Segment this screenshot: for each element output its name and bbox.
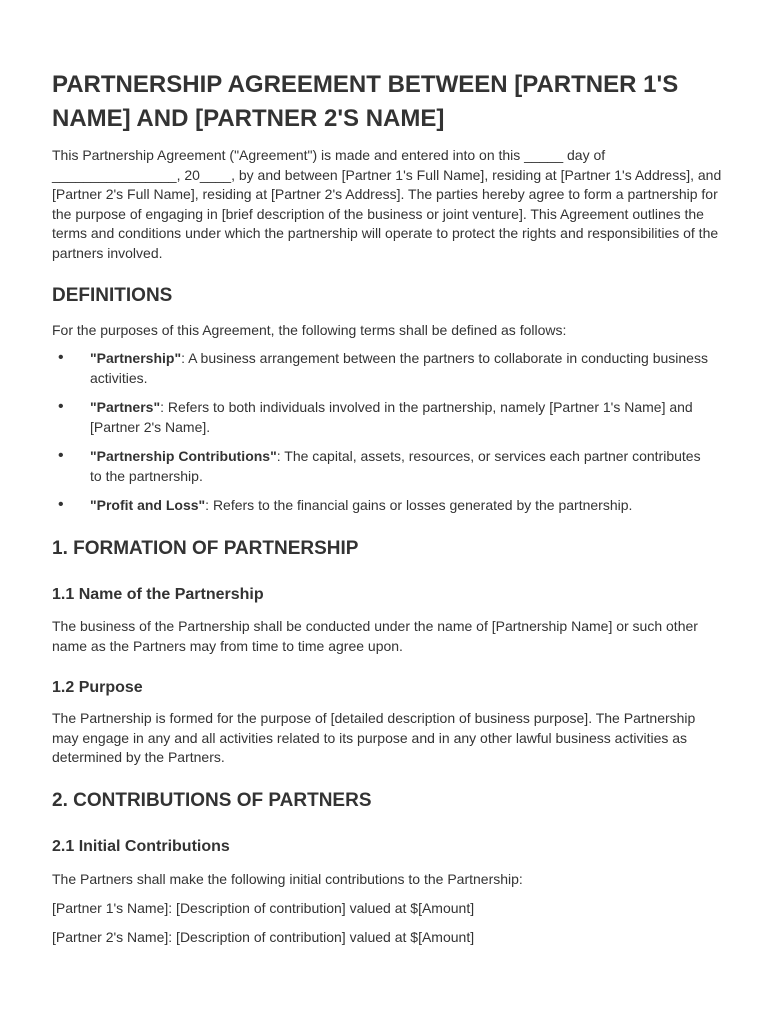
intro-paragraph: This Partnership Agreement ("Agreement") is made and entered into on this _____ day of ________________, 20____, by and between [Partner 1's Full Name], residing at [Partner 1's Address], and [Partner 2's Full Name], residing at [Partner 2's Address]. The parties hereby agree to form a partnership for the purpose of engaging in [brief description of the business or joint venture]. This Agreement outlines the terms and conditions under which the partnership will operate to protect the rights and responsibilities of the partners involved. — [52, 147, 722, 261]
definitions-list — [52, 349, 710, 516]
definitions-lead: For the purposes of this Agreement, the following terms shall be defined as follows: — [52, 322, 567, 338]
bullet-icon: • — [58, 398, 64, 415]
definition-term: "Partnership" — [90, 350, 182, 366]
definition-term: "Partnership Contributions" — [90, 448, 277, 464]
definition-text: : A business arrangement between the partners to collaborate in conducting business activities. — [90, 350, 708, 386]
subsection-1-1-heading: 1.1 Name of the Partnership — [52, 586, 264, 603]
section-1-heading: 1. FORMATION OF PARTNERSHIP — [52, 538, 359, 559]
list-item — [52, 496, 710, 516]
list-item — [52, 349, 710, 388]
bullet-icon: • — [58, 496, 64, 513]
subsection-1-1-text: The business of the Partnership shall be conducted under the name of [Partnership Name] or such other name as the Partners may from time to time agree upon. — [52, 618, 698, 654]
definition-text: : The capital, assets, resources, or services each partner contributes to the partnership. — [90, 448, 701, 484]
section-2-heading: 2. CONTRIBUTIONS OF PARTNERS — [52, 790, 372, 811]
bullet-icon: • — [58, 447, 64, 464]
definition-text: : Refers to the financial gains or losses generated by the partnership. — [205, 497, 633, 513]
subsection-2-1-text: The Partners shall make the following initial contributions to the Partnership: — [52, 871, 523, 887]
definition-text: : Refers to both individuals involved in the partnership, namely [Partner 1's Name] and [Partner 2's Name]. — [90, 399, 693, 435]
list-item — [52, 398, 710, 437]
bullet-icon: • — [58, 349, 64, 366]
document-title: PARTNERSHIP AGREEMENT BETWEEN [PARTNER 1'S NAME] AND [PARTNER 2'S NAME] — [52, 71, 679, 132]
partner-1-contribution: [Partner 1's Name]: [Description of contribution] valued at $[Amount] — [52, 900, 475, 916]
definition-term: "Profit and Loss" — [90, 497, 206, 513]
subsection-1-2-heading: 1.2 Purpose — [52, 679, 143, 696]
definition-term: "Partners" — [90, 399, 161, 415]
partner-2-contribution: [Partner 2's Name]: [Description of contribution] valued at $[Amount] — [52, 929, 475, 945]
definitions-heading: DEFINITIONS — [52, 285, 173, 306]
list-item — [52, 447, 710, 486]
subsection-1-2-text: The Partnership is formed for the purpose of [detailed description of business purpose]. The Partnership may engage in any and all activities related to its purpose and in any other lawful business activities as determined by the Partners. — [52, 710, 696, 765]
subsection-2-1-heading: 2.1 Initial Contributions — [52, 838, 230, 855]
